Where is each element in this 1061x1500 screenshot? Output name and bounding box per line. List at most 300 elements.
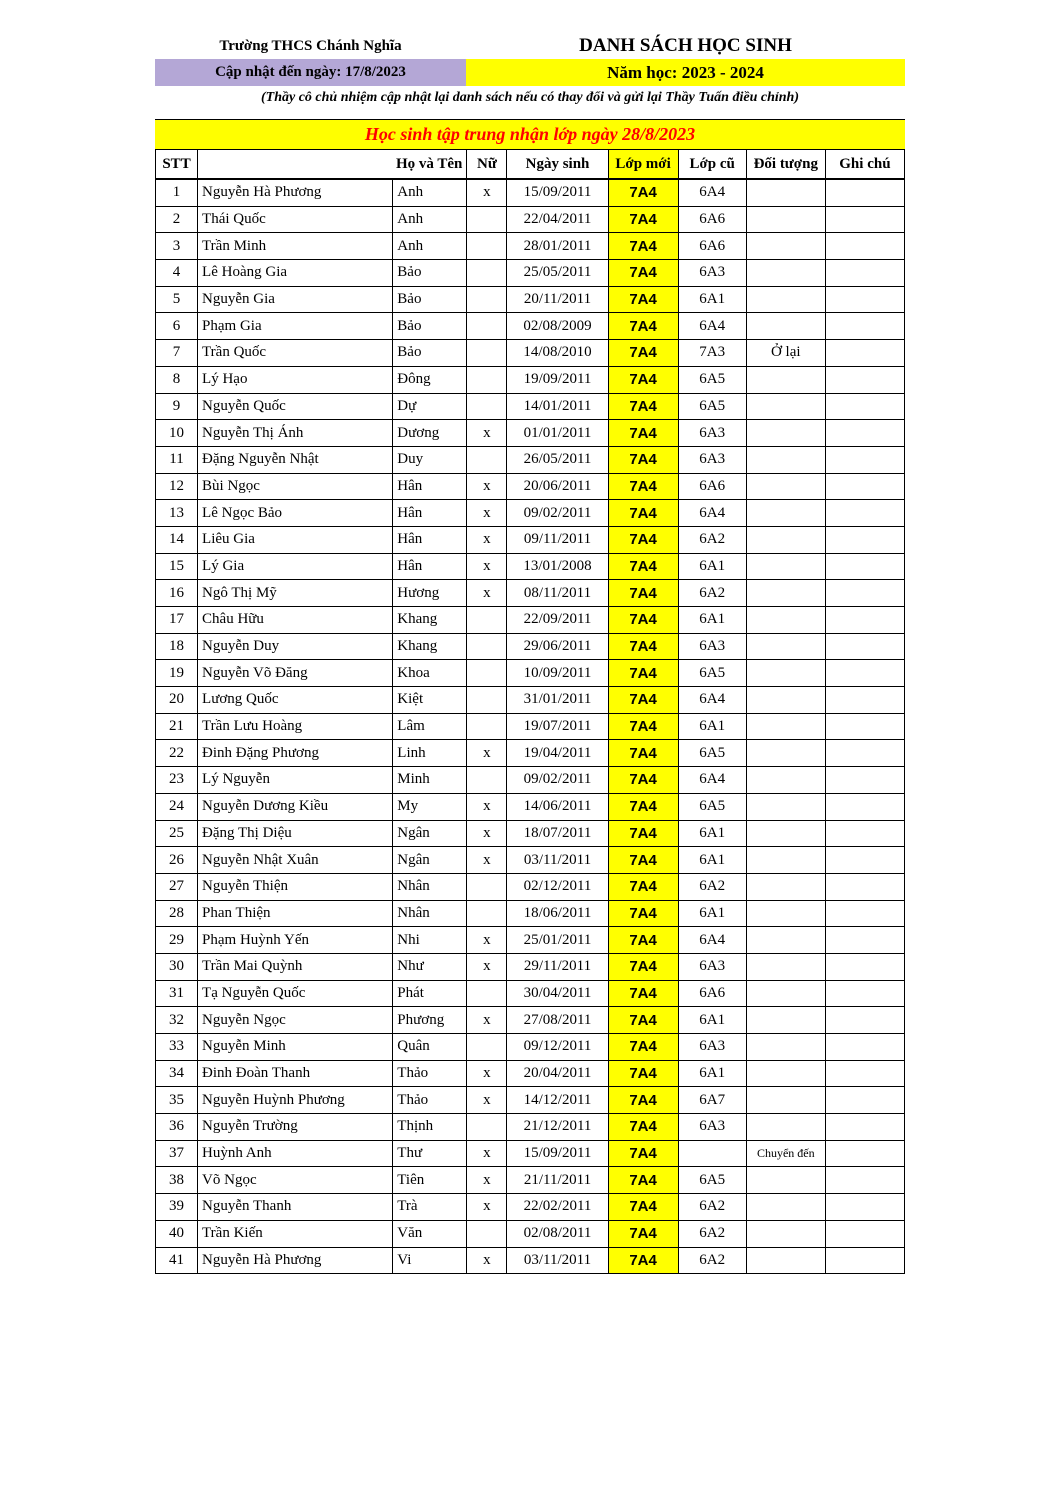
stt-cell: 8: [156, 366, 198, 393]
dob-cell: 09/11/2011: [507, 526, 608, 553]
given-name-cell: Dương: [393, 420, 467, 447]
female-cell: [467, 206, 507, 233]
stt-cell: 24: [156, 793, 198, 820]
old-class-cell: 6A3: [678, 446, 746, 473]
category-cell: [746, 1060, 825, 1087]
stt-cell: 26: [156, 847, 198, 874]
notes-cell: [825, 633, 904, 660]
notes-cell: [825, 687, 904, 714]
notes-cell: [825, 313, 904, 340]
category-cell: [746, 1167, 825, 1194]
new-class-cell: 7A4: [608, 366, 678, 393]
notes-cell: [825, 1007, 904, 1034]
notes-cell: [825, 607, 904, 634]
stt-cell: 25: [156, 820, 198, 847]
given-name-cell: Bảo: [393, 313, 467, 340]
new-class-cell: 7A4: [608, 206, 678, 233]
surname-cell: Nguyễn Ngọc: [198, 1007, 393, 1034]
category-cell: [746, 1087, 825, 1114]
given-name-cell: Bảo: [393, 286, 467, 313]
category-cell: [746, 953, 825, 980]
given-name-cell: Nhân: [393, 873, 467, 900]
given-name-cell: Trà: [393, 1194, 467, 1221]
given-name-cell: Vi: [393, 1247, 467, 1274]
col-dob: Ngày sinh: [507, 150, 608, 180]
new-class-cell: 7A4: [608, 793, 678, 820]
table-row: [156, 286, 905, 313]
dob-cell: 03/11/2011: [507, 847, 608, 874]
given-name-cell: Kiệt: [393, 687, 467, 714]
given-name-cell: My: [393, 793, 467, 820]
table-row: [156, 980, 905, 1007]
new-class-cell: 7A4: [608, 1140, 678, 1167]
new-class-cell: 7A4: [608, 526, 678, 553]
surname-cell: Nguyễn Hà Phương: [198, 1247, 393, 1274]
dob-cell: 03/11/2011: [507, 1247, 608, 1274]
header-row-1: [155, 33, 905, 59]
col-category: Đối tượng: [746, 150, 825, 180]
old-class-cell: 6A5: [678, 1167, 746, 1194]
female-cell: x: [467, 1247, 507, 1274]
table-row: [156, 1007, 905, 1034]
stt-cell: 14: [156, 526, 198, 553]
notes-cell: [825, 179, 904, 206]
stt-cell: 7: [156, 340, 198, 367]
student-rows: [156, 179, 905, 1274]
notes-cell: [825, 713, 904, 740]
dob-cell: 31/01/2011: [507, 687, 608, 714]
old-class-cell: 6A6: [678, 206, 746, 233]
stt-cell: 39: [156, 1194, 198, 1221]
dob-cell: 18/07/2011: [507, 820, 608, 847]
category-cell: [746, 713, 825, 740]
given-name-cell: Hương: [393, 580, 467, 607]
surname-cell: Lý Hạo: [198, 366, 393, 393]
new-class-cell: 7A4: [608, 980, 678, 1007]
given-name-cell: Anh: [393, 179, 467, 206]
category-cell: [746, 740, 825, 767]
category-cell: [746, 1247, 825, 1274]
stt-cell: 33: [156, 1034, 198, 1061]
surname-cell: Lý Nguyễn: [198, 767, 393, 794]
dob-cell: 28/01/2011: [507, 233, 608, 260]
female-cell: [467, 260, 507, 287]
dob-cell: 14/01/2011: [507, 393, 608, 420]
dob-cell: 02/12/2011: [507, 873, 608, 900]
dob-cell: 21/11/2011: [507, 1167, 608, 1194]
table-row: [156, 420, 905, 447]
female-cell: x: [467, 740, 507, 767]
category-cell: Chuyển đến: [746, 1140, 825, 1167]
surname-cell: Phan Thiện: [198, 900, 393, 927]
dob-cell: 19/04/2011: [507, 740, 608, 767]
notes-cell: [825, 1034, 904, 1061]
category-cell: [746, 927, 825, 954]
new-class-cell: 7A4: [608, 260, 678, 287]
dob-cell: 13/01/2008: [507, 553, 608, 580]
given-name-cell: Quân: [393, 1034, 467, 1061]
category-cell: [746, 1114, 825, 1141]
category-cell: [746, 446, 825, 473]
category-cell: [746, 393, 825, 420]
female-cell: x: [467, 1194, 507, 1221]
female-cell: x: [467, 179, 507, 206]
dob-cell: 01/01/2011: [507, 420, 608, 447]
table-row: [156, 313, 905, 340]
dob-cell: 20/06/2011: [507, 473, 608, 500]
female-cell: [467, 1034, 507, 1061]
dob-cell: 22/02/2011: [507, 1194, 608, 1221]
female-cell: x: [467, 1060, 507, 1087]
new-class-cell: 7A4: [608, 500, 678, 527]
given-name-cell: Thảo: [393, 1060, 467, 1087]
female-cell: x: [467, 553, 507, 580]
table-row: [156, 633, 905, 660]
category-cell: [746, 767, 825, 794]
col-old-class: Lớp cũ: [678, 150, 746, 180]
dob-cell: 27/08/2011: [507, 1007, 608, 1034]
notes-cell: [825, 526, 904, 553]
dob-cell: 21/12/2011: [507, 1114, 608, 1141]
table-row: [156, 1167, 905, 1194]
given-name-cell: Bảo: [393, 260, 467, 287]
female-cell: [467, 233, 507, 260]
given-name-cell: Nhi: [393, 927, 467, 954]
category-cell: [746, 233, 825, 260]
surname-cell: Trần Minh: [198, 233, 393, 260]
header-row-2: [155, 59, 905, 86]
stt-cell: 2: [156, 206, 198, 233]
table-row: [156, 660, 905, 687]
female-cell: [467, 633, 507, 660]
notes-cell: [825, 660, 904, 687]
notes-cell: [825, 1247, 904, 1274]
female-cell: x: [467, 847, 507, 874]
table-row: [156, 446, 905, 473]
notes-cell: [825, 580, 904, 607]
category-cell: [746, 900, 825, 927]
surname-cell: Nguyễn Minh: [198, 1034, 393, 1061]
given-name-cell: Thịnh: [393, 1114, 467, 1141]
table-header-row: [156, 150, 905, 180]
surname-cell: Phạm Huỳnh Yến: [198, 927, 393, 954]
notes-cell: [825, 980, 904, 1007]
old-class-cell: 6A3: [678, 420, 746, 447]
old-class-cell: 6A1: [678, 1060, 746, 1087]
notes-cell: [825, 340, 904, 367]
surname-cell: Trần Mai Quỳnh: [198, 953, 393, 980]
old-class-cell: [678, 1140, 746, 1167]
table-row: [156, 820, 905, 847]
old-class-cell: 6A2: [678, 526, 746, 553]
stt-cell: 27: [156, 873, 198, 900]
notes-cell: [825, 767, 904, 794]
old-class-cell: 6A1: [678, 553, 746, 580]
new-class-cell: 7A4: [608, 1114, 678, 1141]
dob-cell: 14/06/2011: [507, 793, 608, 820]
female-cell: [467, 393, 507, 420]
new-class-cell: 7A4: [608, 473, 678, 500]
notes-cell: [825, 873, 904, 900]
given-name-cell: Ngân: [393, 847, 467, 874]
stt-cell: 41: [156, 1247, 198, 1274]
category-cell: [746, 473, 825, 500]
new-class-cell: 7A4: [608, 607, 678, 634]
given-name-cell: Hân: [393, 473, 467, 500]
notes-cell: [825, 366, 904, 393]
given-name-cell: Nhân: [393, 900, 467, 927]
surname-cell: Nguyễn Duy: [198, 633, 393, 660]
dob-cell: 26/05/2011: [507, 446, 608, 473]
table-row: [156, 500, 905, 527]
category-cell: [746, 873, 825, 900]
notes-cell: [825, 473, 904, 500]
old-class-cell: 6A4: [678, 313, 746, 340]
female-cell: x: [467, 580, 507, 607]
notes-cell: [825, 260, 904, 287]
female-cell: x: [467, 927, 507, 954]
stt-cell: 34: [156, 1060, 198, 1087]
stt-cell: 4: [156, 260, 198, 287]
stt-cell: 10: [156, 420, 198, 447]
female-cell: [467, 446, 507, 473]
dob-cell: 20/04/2011: [507, 1060, 608, 1087]
stt-cell: 32: [156, 1007, 198, 1034]
table-row: [156, 953, 905, 980]
stt-cell: 12: [156, 473, 198, 500]
stt-cell: 40: [156, 1220, 198, 1247]
new-class-cell: 7A4: [608, 553, 678, 580]
category-cell: [746, 286, 825, 313]
category-cell: [746, 1034, 825, 1061]
col-female: Nữ: [467, 150, 507, 180]
table-row: [156, 1087, 905, 1114]
female-cell: [467, 687, 507, 714]
dob-cell: 09/02/2011: [507, 767, 608, 794]
stt-cell: 29: [156, 927, 198, 954]
given-name-cell: Ngân: [393, 820, 467, 847]
notes-cell: [825, 927, 904, 954]
category-cell: [746, 526, 825, 553]
dob-cell: 29/11/2011: [507, 953, 608, 980]
dob-cell: 08/11/2011: [507, 580, 608, 607]
female-cell: x: [467, 1167, 507, 1194]
old-class-cell: 6A4: [678, 687, 746, 714]
surname-cell: Lê Ngọc Bảo: [198, 500, 393, 527]
given-name-cell: Tiên: [393, 1167, 467, 1194]
category-cell: [746, 1220, 825, 1247]
col-name: Họ và Tên: [198, 150, 467, 180]
category-cell: [746, 313, 825, 340]
new-class-cell: 7A4: [608, 446, 678, 473]
old-class-cell: 6A2: [678, 1194, 746, 1221]
old-class-cell: 6A1: [678, 900, 746, 927]
table-row: [156, 179, 905, 206]
surname-cell: Nguyễn Thanh: [198, 1194, 393, 1221]
surname-cell: Nguyễn Hà Phương: [198, 179, 393, 206]
old-class-cell: 6A5: [678, 660, 746, 687]
table-row: [156, 873, 905, 900]
surname-cell: Nguyễn Trường: [198, 1114, 393, 1141]
category-cell: Ở lại: [746, 340, 825, 367]
category-cell: [746, 366, 825, 393]
gathering-banner: Học sinh tập trung nhận lớp ngày 28/8/2023: [155, 119, 905, 149]
dob-cell: 02/08/2009: [507, 313, 608, 340]
given-name-cell: Đông: [393, 366, 467, 393]
given-name-cell: Văn: [393, 1220, 467, 1247]
notes-cell: [825, 1167, 904, 1194]
new-class-cell: 7A4: [608, 687, 678, 714]
given-name-cell: Khang: [393, 633, 467, 660]
surname-cell: Lê Hoàng Gia: [198, 260, 393, 287]
surname-cell: Châu Hữu: [198, 607, 393, 634]
table-row: [156, 767, 905, 794]
female-cell: [467, 900, 507, 927]
table-row: [156, 366, 905, 393]
female-cell: [467, 1114, 507, 1141]
new-class-cell: 7A4: [608, 313, 678, 340]
notes-cell: [825, 1060, 904, 1087]
female-cell: x: [467, 953, 507, 980]
dob-cell: 14/08/2010: [507, 340, 608, 367]
stt-cell: 1: [156, 179, 198, 206]
female-cell: [467, 767, 507, 794]
surname-cell: Thái Quốc: [198, 206, 393, 233]
old-class-cell: 6A3: [678, 1034, 746, 1061]
surname-cell: Liêu Gia: [198, 526, 393, 553]
new-class-cell: 7A4: [608, 927, 678, 954]
dob-cell: 15/09/2011: [507, 1140, 608, 1167]
stt-cell: 20: [156, 687, 198, 714]
new-class-cell: 7A4: [608, 767, 678, 794]
given-name-cell: Anh: [393, 206, 467, 233]
old-class-cell: 6A3: [678, 260, 746, 287]
surname-cell: Đặng Nguyễn Nhật: [198, 446, 393, 473]
old-class-cell: 6A1: [678, 607, 746, 634]
surname-cell: Nguyễn Thị Ánh: [198, 420, 393, 447]
table-row: [156, 1247, 905, 1274]
given-name-cell: Linh: [393, 740, 467, 767]
stt-cell: 3: [156, 233, 198, 260]
old-class-cell: 6A1: [678, 286, 746, 313]
female-cell: x: [467, 793, 507, 820]
notes-cell: [825, 1220, 904, 1247]
category-cell: [746, 793, 825, 820]
notes-cell: [825, 233, 904, 260]
table-row: [156, 526, 905, 553]
notes-cell: [825, 446, 904, 473]
given-name-cell: Hân: [393, 500, 467, 527]
given-name-cell: Bảo: [393, 340, 467, 367]
dob-cell: 29/06/2011: [507, 633, 608, 660]
category-cell: [746, 179, 825, 206]
given-name-cell: Duy: [393, 446, 467, 473]
table-row: [156, 713, 905, 740]
surname-cell: Nguyễn Thiện: [198, 873, 393, 900]
notes-cell: [825, 206, 904, 233]
table-row: [156, 473, 905, 500]
stt-cell: 18: [156, 633, 198, 660]
dob-cell: 25/05/2011: [507, 260, 608, 287]
old-class-cell: 6A4: [678, 767, 746, 794]
notes-cell: [825, 847, 904, 874]
stt-cell: 22: [156, 740, 198, 767]
female-cell: [467, 873, 507, 900]
female-cell: [467, 286, 507, 313]
dob-cell: 14/12/2011: [507, 1087, 608, 1114]
notes-cell: [825, 420, 904, 447]
student-table: [155, 149, 905, 1274]
col-notes: Ghi chú: [825, 150, 904, 180]
female-cell: [467, 1220, 507, 1247]
table-row: [156, 607, 905, 634]
table-row: [156, 580, 905, 607]
given-name-cell: Phương: [393, 1007, 467, 1034]
stt-cell: 15: [156, 553, 198, 580]
category-cell: [746, 820, 825, 847]
old-class-cell: 6A6: [678, 473, 746, 500]
given-name-cell: Thư: [393, 1140, 467, 1167]
table-row: [156, 900, 905, 927]
category-cell: [746, 206, 825, 233]
table-row: [156, 206, 905, 233]
surname-cell: Phạm Gia: [198, 313, 393, 340]
new-class-cell: 7A4: [608, 633, 678, 660]
given-name-cell: Khang: [393, 607, 467, 634]
surname-cell: Đặng Thị Diệu: [198, 820, 393, 847]
table-row: [156, 1060, 905, 1087]
notes-cell: [825, 740, 904, 767]
new-class-cell: 7A4: [608, 1007, 678, 1034]
female-cell: x: [467, 500, 507, 527]
stt-cell: 28: [156, 900, 198, 927]
dob-cell: 20/11/2011: [507, 286, 608, 313]
table-row: [156, 260, 905, 287]
new-class-cell: 7A4: [608, 1034, 678, 1061]
notes-cell: [825, 500, 904, 527]
col-new-class: Lớp mới: [608, 150, 678, 180]
given-name-cell: Phát: [393, 980, 467, 1007]
surname-cell: Đinh Đặng Phương: [198, 740, 393, 767]
given-name-cell: Như: [393, 953, 467, 980]
table-row: [156, 847, 905, 874]
table-row: [156, 1194, 905, 1221]
stt-cell: 35: [156, 1087, 198, 1114]
table-row: [156, 687, 905, 714]
female-cell: [467, 980, 507, 1007]
old-class-cell: 6A1: [678, 847, 746, 874]
old-class-cell: 6A1: [678, 713, 746, 740]
surname-cell: Nguyễn Gia: [198, 286, 393, 313]
stt-cell: 16: [156, 580, 198, 607]
dob-cell: 30/04/2011: [507, 980, 608, 1007]
stt-cell: 36: [156, 1114, 198, 1141]
table-row: [156, 1114, 905, 1141]
instruction-note: (Thầy cô chủ nhiệm cập nhật lại danh sách nếu có thay đổi và gửi lại Thầy Tuấn điều chỉnh): [261, 90, 799, 105]
surname-cell: Nguyễn Quốc: [198, 393, 393, 420]
surname-cell: Bùi Ngọc: [198, 473, 393, 500]
stt-cell: 17: [156, 607, 198, 634]
table-row: [156, 793, 905, 820]
surname-cell: Trần Kiến: [198, 1220, 393, 1247]
old-class-cell: 6A5: [678, 740, 746, 767]
stt-cell: 30: [156, 953, 198, 980]
stt-cell: 9: [156, 393, 198, 420]
dob-cell: 09/02/2011: [507, 500, 608, 527]
notes-cell: [825, 953, 904, 980]
category-cell: [746, 420, 825, 447]
old-class-cell: 6A3: [678, 633, 746, 660]
